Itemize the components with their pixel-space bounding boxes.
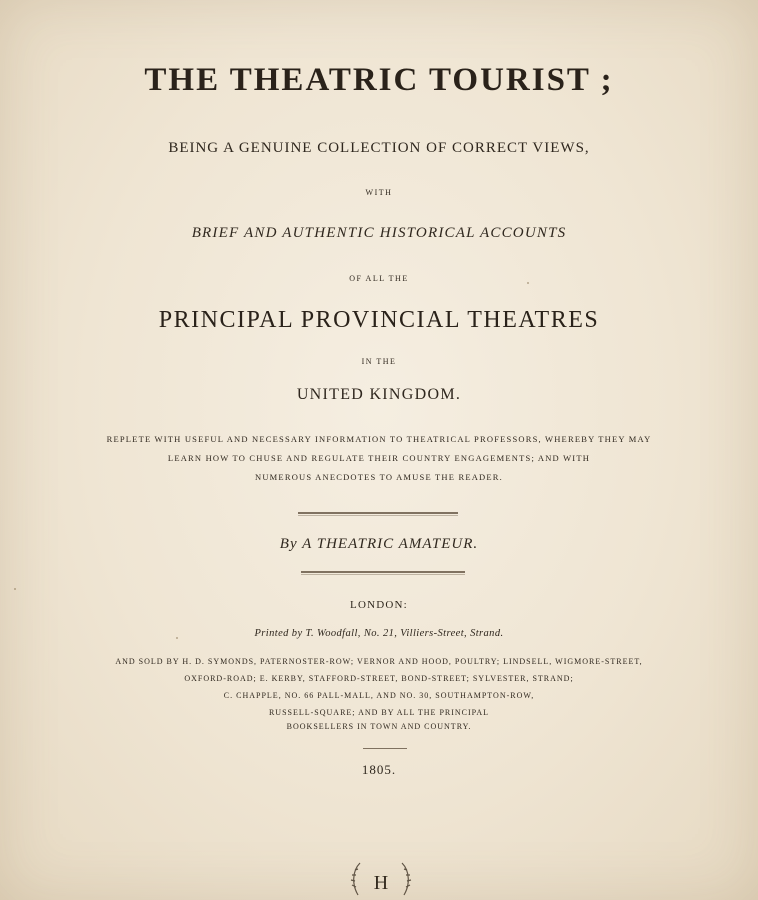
library-stamp-icon <box>346 855 416 900</box>
paper-speck <box>14 588 16 590</box>
principal-theatres-heading: PRINCIPAL PROVINCIAL THEATRES <box>158 307 600 333</box>
description-line-1: REPLETE WITH USEFUL AND NECESSARY INFORMATION TO THEATRICAL PROFESSORS, WHEREBY THEY MAY <box>106 434 652 444</box>
ornamental-rule-bottom <box>301 571 465 573</box>
book-title: THE THEATRIC TOURIST ; <box>144 62 614 98</box>
ornamental-rule-top <box>298 512 458 514</box>
book-subtitle: BEING A GENUINE COLLECTION OF CORRECT VIEWS, <box>168 140 590 156</box>
of-all-the-line: OF ALL THE <box>349 274 409 283</box>
author-byline: By A THEATRIC AMATEUR. <box>279 536 479 552</box>
imprint-city: LONDON: <box>350 599 408 611</box>
sellers-line-5: BOOKSELLERS IN TOWN AND COUNTRY. <box>286 722 472 731</box>
description-line-2: LEARN HOW TO CHUSE AND REGULATE THEIR COUNTRY ENGAGEMENTS; AND WITH <box>167 453 591 463</box>
printer-line: Printed by T. Woodfall, No. 21, Villiers-Street, Strand. <box>254 628 504 639</box>
with-line: WITH <box>365 188 393 197</box>
sellers-line-2: OXFORD-ROAD; E. KERBY, STAFFORD-STREET, BOND-STREET; SYLVESTER, STRAND; <box>184 674 574 683</box>
united-kingdom-line: UNITED KINGDOM. <box>296 386 462 403</box>
paper-speck <box>176 637 178 639</box>
short-rule <box>363 748 407 749</box>
publication-year: 1805. <box>361 762 397 777</box>
in-the-line: IN THE <box>361 357 397 366</box>
sellers-line-3: C. CHAPPLE, NO. 66 PALL-MALL, AND NO. 30, SOUTHAMPTON-ROW, <box>223 691 535 700</box>
sellers-line-1: AND SOLD BY H. D. SYMONDS, PATERNOSTER-ROW; VERNOR AND HOOD, POULTRY; LINDSELL, WIGMORE-STREET, <box>115 657 643 666</box>
stamp-letter: H <box>373 872 389 894</box>
description-line-3: NUMEROUS ANECDOTES TO AMUSE THE READER. <box>255 472 503 482</box>
brief-accounts-line: BRIEF AND AUTHENTIC HISTORICAL ACCOUNTS <box>191 225 567 241</box>
sellers-line-4: RUSSELL-SQUARE; AND BY ALL THE PRINCIPAL <box>268 708 490 717</box>
paper-speck <box>527 282 529 284</box>
